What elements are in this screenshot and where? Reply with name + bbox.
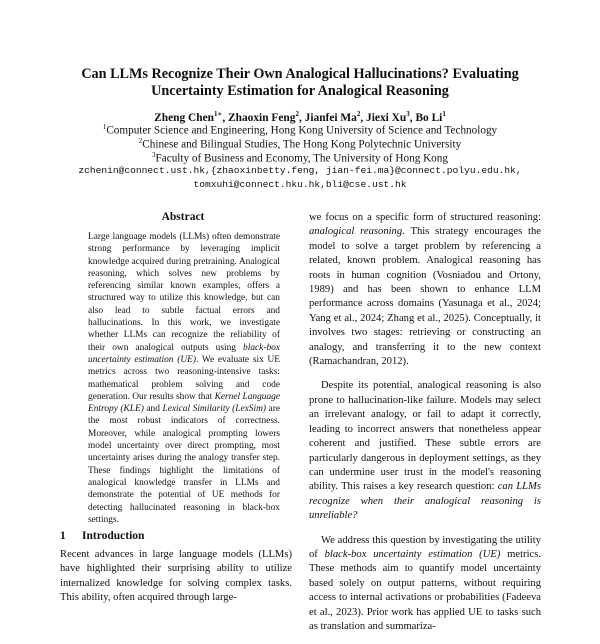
abstract-emphasis: Kernel Language Entropy (KLE) (88, 391, 280, 415)
affiliation-text: Computer Science and Engineering, Hong Kong University of Science and Technology (106, 124, 498, 137)
paragraph-emphasis: black-box uncertainty estimation (UE) (324, 548, 501, 560)
affiliation-mark: 3 (152, 151, 156, 159)
abstract-emphasis: Lexical Similarity (LexSim) (162, 404, 266, 415)
abstract-heading: Abstract (161, 211, 205, 223)
paragraph (309, 211, 541, 369)
paragraph-part: Despite its potential, analogical reasoning is also prone to hallucination-like failure. Models may select an irrelevant analogy, or fail to adapt it correctly, leading to incorrect answers that nonetheless appear coherent and justified. These subtle errors are particularly dangerous in deployment settings, as they can undermine user trust in the model's reasoning ability. This raises a key research question: (309, 380, 541, 493)
email-line-2: tomxuhi@connect.hku.hk,bli@cse.ust.hk (193, 179, 407, 190)
abstract-part: are the most robust indicators of correctness. Moreover, while analogical prompting lowers model uncertainty over direct prompting, most uncertainty arises during the analogy transfer step. These findings highlight the limitations of analogical knowledge transfer in LLMs and demonstrate the potential of UE methods for detecting hallucinated reasoning in black-box settings. (88, 404, 280, 525)
abstract-text (88, 231, 280, 526)
author-name: Jiexi Xu (366, 111, 407, 124)
abstract-part: . We evaluate six UE metrics across two reasoning-intensive tasks: mathematical problem solving and code generation. Our results show that (88, 354, 280, 402)
section-number: 1 (60, 530, 66, 542)
affiliation-text: Faculty of Business and Economy, The University of Hong Kong (155, 152, 448, 165)
author-affiliation-mark: 3 (406, 110, 410, 118)
abstract-emphasis: black-box uncertainty estimation (UE) (88, 342, 280, 365)
author-affiliation-mark: 2 (356, 110, 361, 118)
abstract-part: Large language models (LLMs) often demonstrate strong performance by leveraging implicit knowledge acquired during pretraining. Analogical reasoning, which solves new problems by referencing similar known examples, offers a structured way to utilize this knowledge, but can also lead to subtle factual errors and hallucinations. In this work, we investigate whether LLMs can recognize the reliability of their own analogical outputs using (88, 232, 280, 353)
author-name: Zheng Chen (154, 111, 214, 124)
abstract-part: and (143, 404, 163, 415)
paper-title (40, 66, 560, 100)
paragraph-part: we focus on a specific form of structured reasoning: (309, 212, 541, 223)
author-affiliation-mark: 1∗ (213, 110, 223, 118)
affiliation-mark: 1 (102, 123, 107, 131)
paragraph-part: . This strategy encourages the model to solve a target problem by referencing a related, known problem. Analogical reasoning has roots in human cognition (Vosniadou and Ortony, 1989) and has been shown to enhance LLM performance across domains (Yasunaga et al., 2024; Yang et al., 2024; Zhang et al., 2025). Conceptually, it involves two stages: retrieving or constructing an analogy, and transferring it to the new context (Ramachandran, 2012). (309, 226, 541, 368)
paragraph-part: metrics. These methods aim to quantify model uncertainty based solely on output patterns, without requiring access to internal activations or probabilities (Fadeeva et al., 2023). Prior work has applied UE to tasks such as translation and summariza- (309, 548, 541, 632)
paragraph (309, 379, 541, 523)
author-affiliation-mark: 2 (295, 110, 299, 118)
author-name: Zhaoxin Feng (228, 111, 296, 124)
section-title: Introduction (82, 530, 145, 542)
paragraph (309, 534, 541, 635)
paragraph-part: We address this question by investigating the utility of (309, 534, 541, 560)
author-name: Jianfei Ma (304, 111, 357, 124)
section-heading-introduction (60, 530, 290, 542)
affiliation-3 (40, 149, 560, 166)
paragraph-emphasis: analogical reasoning (309, 226, 403, 238)
author-name: Bo Li (415, 111, 443, 124)
paragraph-emphasis: can LLMs recognize when their analogical reasoning is unreliable? (309, 481, 541, 522)
author-list: Zheng Chen$^{1∗}$, Zhaoxin Feng$^2$, Jianfei Ma$^2$, Jiexi Xu$^3$, Bo Li$^1$ (154, 110, 446, 124)
affiliation-text: Chinese and Bilingual Studies, The Hong Kong Polytechnic University (142, 138, 462, 151)
title-line-1: Can LLMs Recognize Their Own Analogical Hallucinations? Evaluating (81, 66, 519, 82)
title-line-2: Uncertainty Estimation for Analogical Reasoning (151, 83, 449, 99)
affiliation-mark: 2 (138, 137, 143, 145)
right-column-text (309, 211, 541, 644)
email-line-1: zchenin@connect.ust.hk,{zhaoxinbetty.feng, jian-fei.ma}@connect.polyu.edu.hk, (78, 165, 522, 176)
introduction-text: Recent advances in large language models (LLMs) have highlighted their surprising ability to utilize internalized knowledge for solving complex tasks. This ability, often acquired through large- (60, 549, 292, 604)
author-affiliation-mark: 1 (442, 110, 446, 118)
